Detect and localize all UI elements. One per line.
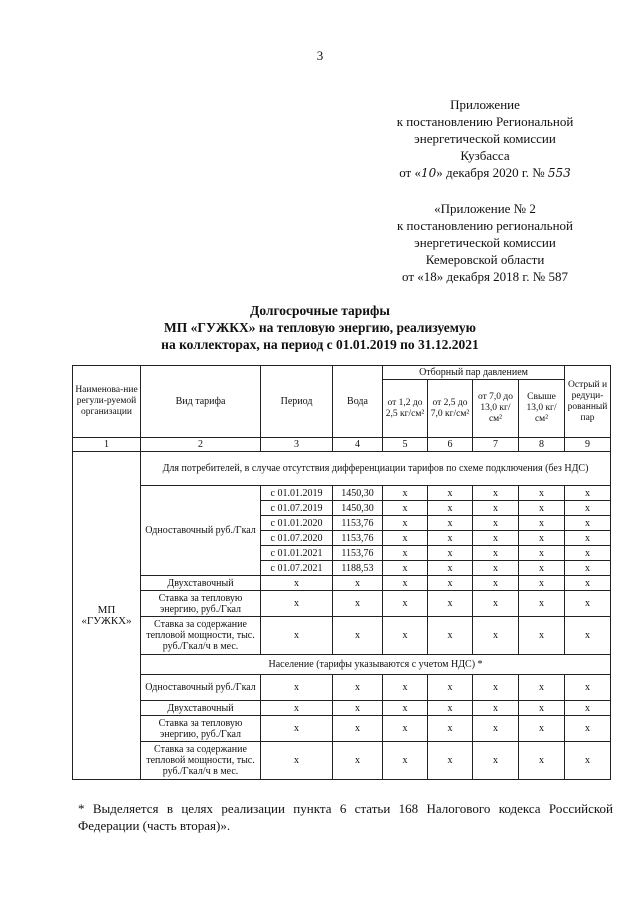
x-cell: x	[519, 531, 565, 546]
x-cell: x	[519, 716, 565, 742]
x-cell: x	[383, 516, 428, 531]
appendix-line: «Приложение № 2	[434, 201, 536, 216]
appendix-header-current	[380, 96, 590, 182]
x-cell: x	[565, 486, 611, 501]
x-cell: x	[473, 716, 519, 742]
x-cell: x	[383, 546, 428, 561]
x-cell: x	[428, 591, 473, 617]
tariff-table	[72, 365, 611, 780]
appendix-line: энергетической комиссии	[414, 235, 556, 250]
title-line: МП «ГУЖКХ» на тепловую энергию, реализуемую	[164, 320, 476, 335]
water-cell: 1153,76	[333, 546, 383, 561]
x-cell: x	[333, 742, 383, 780]
table-row	[73, 716, 611, 742]
x-cell: x	[473, 561, 519, 576]
header-org: Наименова-ние регули-руемой организации	[73, 366, 141, 438]
col-number: 9	[565, 438, 611, 452]
x-cell: x	[261, 617, 333, 655]
document-title	[0, 302, 640, 353]
footnote: * Выделяется в целях реализации пункта 6 статьи 168 Налогового кодекса Российской Федерации (часть вторая)».	[78, 801, 613, 833]
section-title: Население (тарифы указываются с учетом НДС) *	[141, 655, 611, 675]
heat-rate-label: Ставка за тепловую энергию, руб./Гкал	[141, 591, 261, 617]
org-name: МП «ГУЖКХ»	[73, 452, 141, 780]
col-number: 8	[519, 438, 565, 452]
page-number: 3	[316, 48, 324, 63]
x-cell: x	[383, 576, 428, 591]
x-cell: x	[519, 701, 565, 716]
x-cell: x	[333, 576, 383, 591]
appendix-header-original	[380, 200, 590, 285]
x-cell: x	[565, 561, 611, 576]
water-cell: 1450,30	[333, 486, 383, 501]
x-cell: x	[565, 546, 611, 561]
header-steam: Отборный пар давлением	[383, 366, 565, 380]
period-cell: с 01.07.2020	[261, 531, 333, 546]
x-cell: x	[473, 591, 519, 617]
x-cell: x	[383, 701, 428, 716]
x-cell: x	[428, 486, 473, 501]
x-cell: x	[519, 501, 565, 516]
x-cell: x	[383, 742, 428, 780]
col-number: 3	[261, 438, 333, 452]
x-cell: x	[473, 576, 519, 591]
x-cell: x	[565, 675, 611, 701]
appendix-line: Кузбасса	[460, 148, 510, 163]
x-cell: x	[519, 617, 565, 655]
x-cell: x	[565, 701, 611, 716]
header-period: Период	[261, 366, 333, 438]
title-line: на коллекторах, на период с 01.01.2019 по 31.12.2021	[161, 337, 479, 352]
period-cell: с 01.01.2021	[261, 546, 333, 561]
x-cell: x	[428, 531, 473, 546]
x-cell: x	[519, 546, 565, 561]
col-number: 7	[473, 438, 519, 452]
x-cell: x	[519, 561, 565, 576]
x-cell: x	[428, 701, 473, 716]
appendix-line: энергетической комиссии	[414, 131, 556, 146]
table-row	[73, 576, 611, 591]
x-cell: x	[333, 675, 383, 701]
x-cell: x	[473, 501, 519, 516]
two-rate-label: Двухставочный	[141, 576, 261, 591]
header-p2: от 2,5 до 7,0 кг/см²	[428, 380, 473, 438]
x-cell: x	[428, 742, 473, 780]
x-cell: x	[519, 486, 565, 501]
x-cell: x	[333, 701, 383, 716]
x-cell: x	[565, 617, 611, 655]
two-rate-label: Двухставочный	[141, 701, 261, 716]
x-cell: x	[519, 516, 565, 531]
header-p1: от 1,2 до 2,5 кг/см²	[383, 380, 428, 438]
col-number: 6	[428, 438, 473, 452]
x-cell: x	[565, 716, 611, 742]
x-cell: x	[383, 716, 428, 742]
date-mid: » декабря 2020 г. №	[436, 165, 545, 180]
col-number: 2	[141, 438, 261, 452]
x-cell: x	[519, 576, 565, 591]
table-row	[73, 742, 611, 780]
x-cell: x	[333, 591, 383, 617]
x-cell: x	[383, 486, 428, 501]
handwritten-number: 553	[547, 166, 571, 180]
period-cell: с 01.07.2019	[261, 501, 333, 516]
x-cell: x	[519, 675, 565, 701]
water-cell: 1153,76	[333, 516, 383, 531]
x-cell: x	[473, 742, 519, 780]
x-cell: x	[565, 576, 611, 591]
x-cell: x	[383, 561, 428, 576]
x-cell: x	[428, 675, 473, 701]
x-cell: x	[565, 742, 611, 780]
x-cell: x	[383, 617, 428, 655]
x-cell: x	[473, 531, 519, 546]
col-number: 4	[333, 438, 383, 452]
x-cell: x	[261, 576, 333, 591]
x-cell: x	[519, 591, 565, 617]
x-cell: x	[333, 716, 383, 742]
x-cell: x	[473, 617, 519, 655]
x-cell: x	[565, 591, 611, 617]
title-line: Долгосрочные тарифы	[250, 303, 390, 318]
x-cell: x	[333, 617, 383, 655]
x-cell: x	[261, 701, 333, 716]
period-cell: с 01.07.2021	[261, 561, 333, 576]
appendix-date-line	[380, 164, 590, 182]
header-p4: Свыше 13,0 кг/см²	[519, 380, 565, 438]
period-cell: с 01.01.2020	[261, 516, 333, 531]
capacity-rate-label: Ставка за содержание тепловой мощности, тыс. руб./Гкал/ч в мес.	[141, 617, 261, 655]
header-p3: от 7,0 до 13,0 кг/см²	[473, 380, 519, 438]
x-cell: x	[473, 701, 519, 716]
period-cell: с 01.01.2019	[261, 486, 333, 501]
x-cell: x	[473, 516, 519, 531]
table-row	[73, 617, 611, 655]
x-cell: x	[428, 617, 473, 655]
x-cell: x	[261, 716, 333, 742]
x-cell: x	[428, 546, 473, 561]
x-cell: x	[565, 531, 611, 546]
x-cell: x	[261, 742, 333, 780]
x-cell: x	[428, 716, 473, 742]
appendix-line: к постановлению региональной	[396, 218, 573, 233]
x-cell: x	[383, 531, 428, 546]
single-rate-label: Одноставочный руб./Гкал	[141, 486, 261, 576]
table-row	[73, 701, 611, 716]
x-cell: x	[473, 675, 519, 701]
x-cell: x	[383, 675, 428, 701]
col-number: 1	[73, 438, 141, 452]
x-cell: x	[428, 516, 473, 531]
appendix-line: к постановлению Региональной	[396, 114, 574, 129]
table-row	[73, 591, 611, 617]
header-tariff-type: Вид тарифа	[141, 366, 261, 438]
table-row	[73, 486, 611, 501]
x-cell: x	[261, 591, 333, 617]
x-cell: x	[565, 516, 611, 531]
x-cell: x	[519, 742, 565, 780]
x-cell: x	[473, 546, 519, 561]
section-title: Для потребителей, в случае отсутствия дифференциации тарифов по схеме подключения (без НДС)	[141, 452, 611, 486]
header-sharp-steam: Острый и редуци-рованный пар	[565, 366, 611, 438]
x-cell: x	[565, 501, 611, 516]
handwritten-day: 10	[420, 166, 437, 180]
x-cell: x	[261, 675, 333, 701]
x-cell: x	[473, 486, 519, 501]
capacity-rate-label: Ставка за содержание тепловой мощности, тыс. руб./Гкал/ч в мес.	[141, 742, 261, 780]
heat-rate-label: Ставка за тепловую энергию, руб./Гкал	[141, 716, 261, 742]
x-cell: x	[383, 501, 428, 516]
single-rate-label: Одноставочный руб./Гкал	[141, 675, 261, 701]
water-cell: 1153,76	[333, 531, 383, 546]
x-cell: x	[428, 501, 473, 516]
col-number: 5	[383, 438, 428, 452]
date-prefix: от «	[399, 165, 421, 180]
x-cell: x	[383, 591, 428, 617]
table-row	[73, 675, 611, 701]
appendix-line: Приложение	[450, 97, 520, 112]
appendix-line: от «18» декабря 2018 г. № 587	[402, 269, 568, 284]
water-cell: 1188,53	[333, 561, 383, 576]
x-cell: x	[428, 576, 473, 591]
header-water: Вода	[333, 366, 383, 438]
water-cell: 1450,30	[333, 501, 383, 516]
appendix-line: Кемеровской области	[425, 252, 545, 267]
x-cell: x	[428, 561, 473, 576]
